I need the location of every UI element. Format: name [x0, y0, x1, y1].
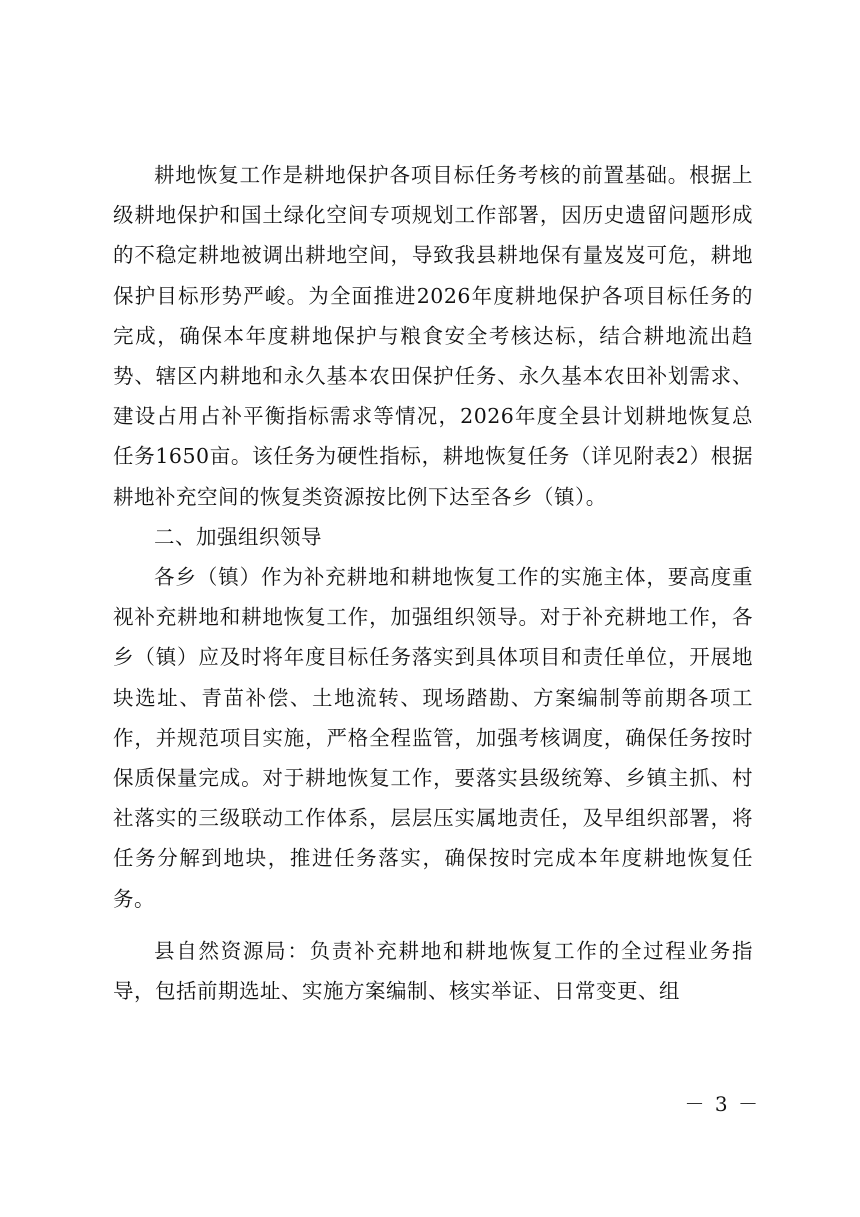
- paragraph-cultivated-land-restoration: 耕地恢复工作是耕地保护各项目标任务考核的前置基础。根据上级耕地保护和国土绿化空间专项规划工作部署，因历史遗留问题形成的不稳定耕地被调出耕地空间，导致我县耕地保有量岌岌可危，耕地保护目标形势严峻。为全面推进2026年度耕地保护各项目标任务的完成，确保本年度耕地保护与粮食安全考核达标，结合耕地流出趋势、辖区内耕地和永久基本农田保护任务、永久基本农田补划需求、建设占用占补平衡指标需求等情况，2026年度全县计划耕地恢复总任务1650亩。该任务为硬性指标，耕地恢复任务（详见附表2）根据耕地补充空间的恢复类资源按比例下达至各乡（镇）。: [113, 163, 753, 509]
- paragraph-spacer: [113, 919, 753, 931]
- section-heading-organization: 二、加强组织领导: [154, 524, 322, 549]
- paragraph-natural-resources-bureau: 县自然资源局：负责补充耕地和耕地恢复工作的全过程业务指导，包括前期选址、实施方案编制、核实举证、日常变更、组: [113, 938, 753, 1004]
- document-body: [113, 155, 753, 1011]
- paragraph-organization-leadership: 各乡（镇）作为补充耕地和耕地恢复工作的实施主体，要高度重视补充耕地和耕地恢复工作，加强组织领导。对于补充耕地工作，各乡（镇）应及时将年度目标任务落实到具体项目和责任单位，开展地块选址、青苗补偿、土地流转、现场踏勘、方案编制等前期各项工作，并规范项目实施，严格全程监管，加强考核调度，确保任务按时保质保量完成。对于耕地恢复工作，要落实县级统筹、乡镇主抓、村社落实的三级联动工作体系，层层压实属地责任，及早组织部署，将任务分解到地块，推进任务落实，确保按时完成本年度耕地恢复任务。: [113, 565, 753, 911]
- page-number: － 3 －: [684, 1092, 760, 1116]
